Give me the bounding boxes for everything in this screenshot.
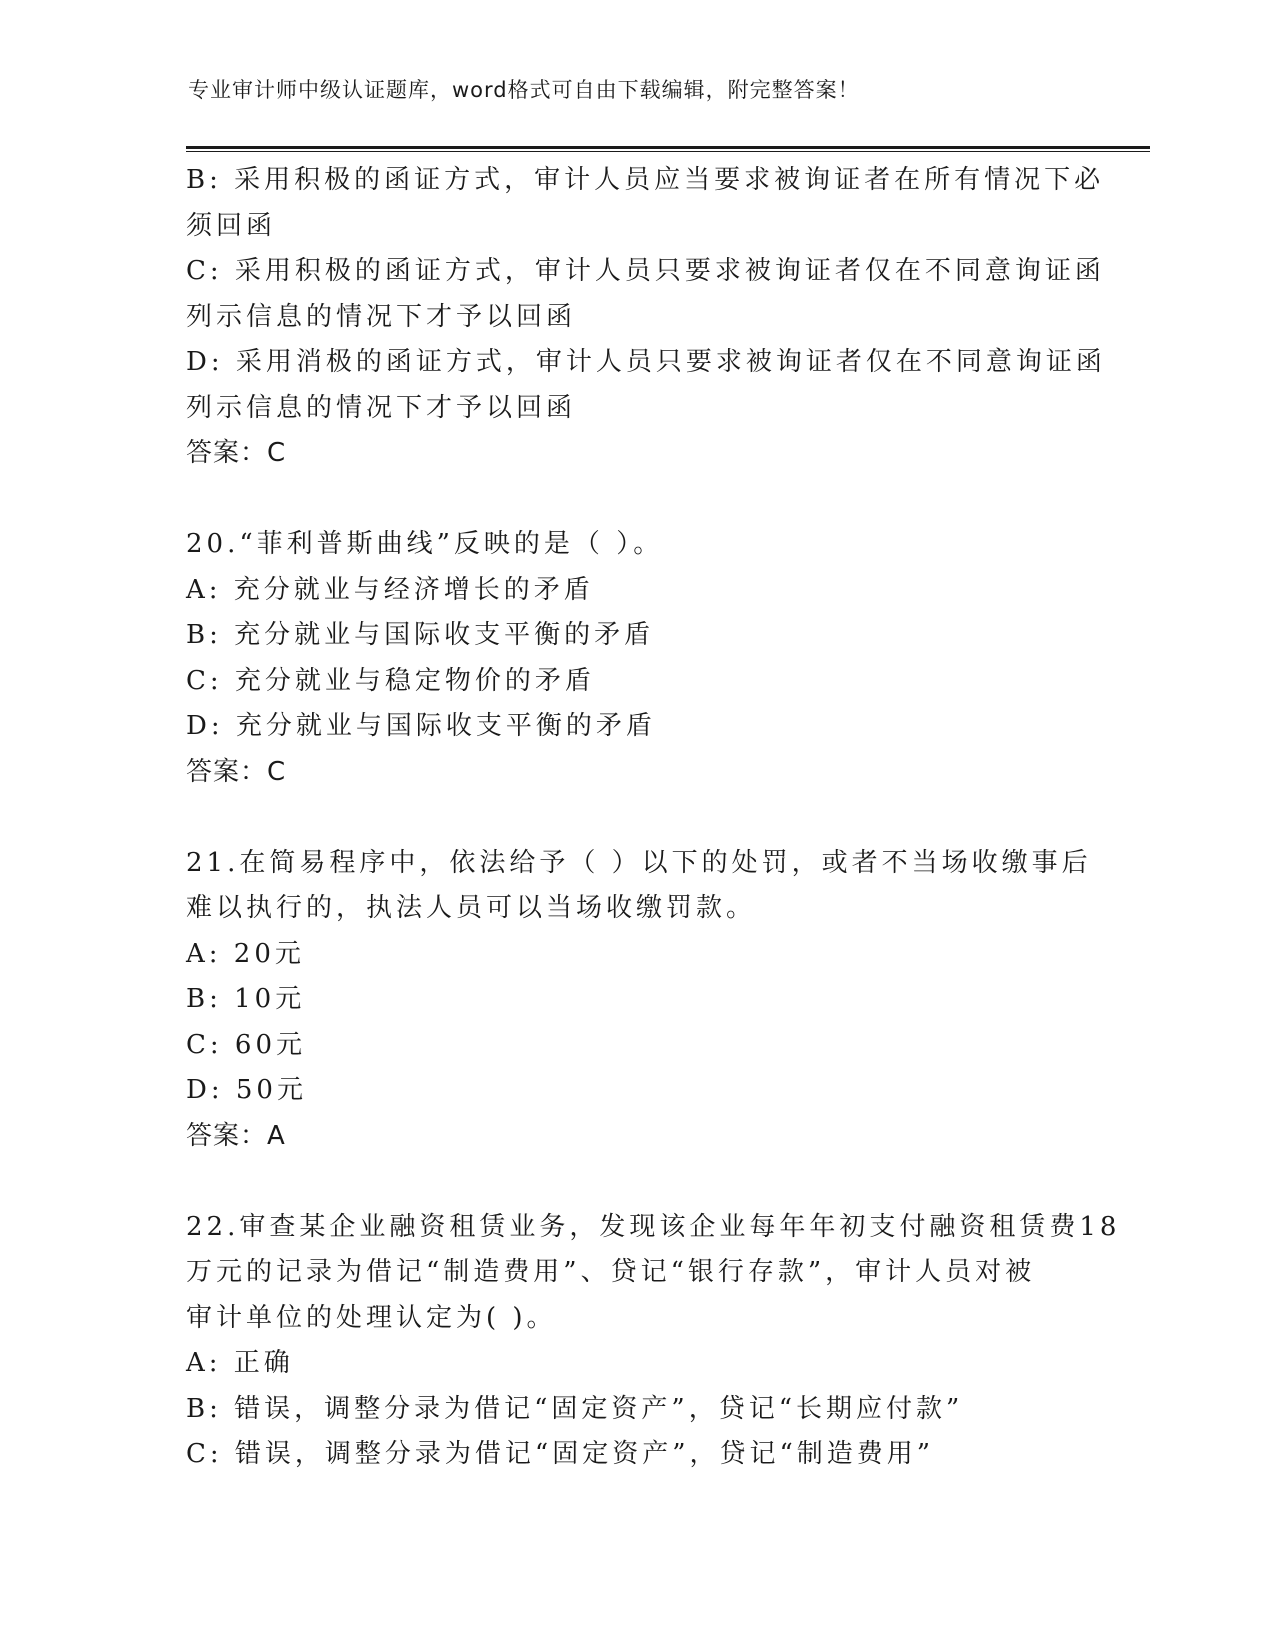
option-text: D: 充分就业与国际收支平衡的矛盾 <box>186 711 656 741</box>
spacer <box>186 477 1086 523</box>
question-block <box>186 158 1106 477</box>
question-stem: 审计单位的处理认定为( )。 <box>186 1302 557 1333</box>
option-text: B: 采用积极的函证方式，审计人员应当要求被询证者在所有情况下必 <box>186 165 1105 195</box>
option-text: B: 错误，调整分录为借记“固定资产”，贷记“长期应付款” <box>186 1393 964 1424</box>
header-divider <box>186 146 1150 152</box>
option-text: A: 充分就业与经济增长的矛盾 <box>186 574 594 605</box>
option-text: A: 正确 <box>186 1348 294 1378</box>
question-block <box>186 522 1086 795</box>
answer-text: 答案：A <box>186 1120 286 1151</box>
option-text: C: 60元 <box>186 1029 307 1060</box>
option-text: C: 充分就业与稳定物价的矛盾 <box>186 665 595 696</box>
option-text: C: 错误，调整分录为借记“固定资产”，贷记“制造费用” <box>186 1439 935 1469</box>
option-text: 须回函 <box>186 210 277 241</box>
option-text: D: 50元 <box>186 1075 307 1105</box>
option-text: A: 20元 <box>186 938 305 969</box>
option-text: B: 充分就业与国际收支平衡的矛盾 <box>186 620 655 650</box>
option-text: B: 10元 <box>186 984 306 1014</box>
option-text: C: 采用积极的函证方式，审计人员只要求被询证者仅在不同意询证函 <box>186 256 1105 286</box>
question-stem: 22.审查某企业融资租赁业务，发现该企业每年年初支付融资租赁费18 <box>186 1211 1121 1242</box>
document-body <box>186 158 1121 1478</box>
question-stem: 20.“菲利普斯曲线”反映的是（ ）。 <box>186 529 664 559</box>
answer-text: 答案：C <box>186 438 287 468</box>
spacer <box>186 1159 1086 1205</box>
option-text: 列示信息的情况下才予以回函 <box>186 301 577 332</box>
question-stem: 21.在简易程序中，依法给予（ ）以下的处罚，或者不当场收缴事后 <box>186 847 1092 878</box>
question-stem: 难以执行的，执法人员可以当场收缴罚款。 <box>186 893 757 923</box>
spacer <box>186 795 1086 841</box>
question-block <box>186 1205 1121 1478</box>
option-text: D: 采用消极的函证方式，审计人员只要求被询证者仅在不同意询证函 <box>186 347 1106 377</box>
page-header-title: 专业审计师中级认证题库，word格式可自由下载编辑，附完整答案！ <box>188 78 860 102</box>
answer-text: 答案：C <box>186 756 287 787</box>
option-text: 列示信息的情况下才予以回函 <box>186 392 577 423</box>
question-block <box>186 841 1092 1160</box>
question-stem: 万元的记录为借记“制造费用”、贷记“银行存款”，审计人员对被 <box>186 1257 1036 1287</box>
